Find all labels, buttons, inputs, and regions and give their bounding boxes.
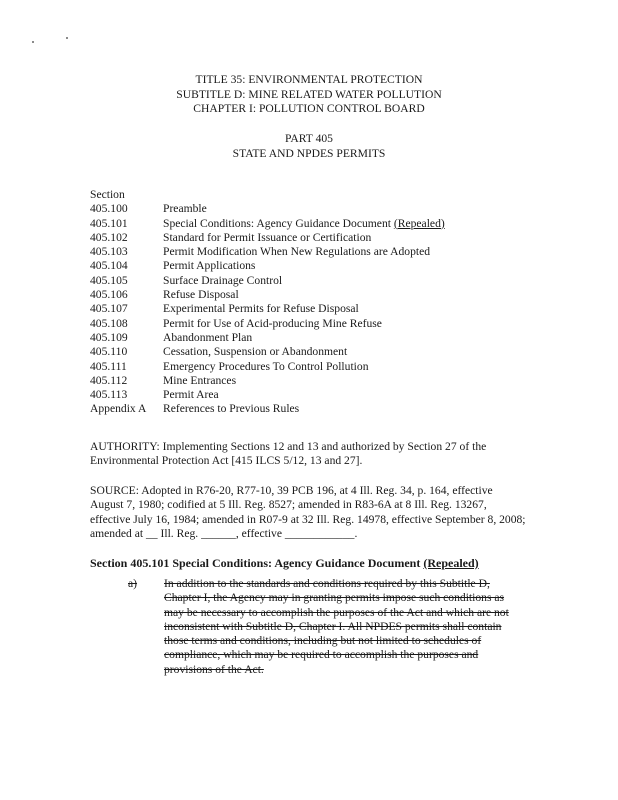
toc-section-title: Standard for Permit Issuance or Certification [163, 230, 372, 244]
toc-section-number: 405.108 [90, 316, 128, 330]
toc-section-number: 405.100 [90, 202, 128, 216]
part-name: STATE AND NPDES PERMITS [232, 146, 386, 160]
struck-line: those terms and conditions, including but not limited to schedules of [164, 634, 482, 648]
struck-line: inconsistent with Subtitle D, Chapter I. All NPDES permits shall contain [164, 619, 502, 633]
toc-section-number: 405.109 [90, 330, 128, 344]
scan-speck [66, 37, 68, 39]
document-header [0, 73, 618, 117]
toc-row [90, 245, 445, 259]
title-line: TITLE 35: ENVIRONMENTAL PROTECTION [195, 73, 423, 86]
toc-section-title: Permit Applications [163, 259, 256, 273]
authority-paragraph: AUTHORITY: Implementing Sections 12 and 13 and authorized by Section 27 of the Environmental Protection Act [415 ILCS 5/12, 13 and 27]. [90, 440, 487, 468]
toc-row [90, 288, 445, 302]
toc-section-title: Permit for Use of Acid-producing Mine Refuse [163, 316, 382, 330]
toc-section-title: Surface Drainage Control [163, 273, 283, 287]
toc-section-number: Appendix A [90, 402, 147, 416]
subtitle-line: SUBTITLE D: MINE RELATED WATER POLLUTION [176, 87, 442, 101]
struck-text-block [164, 577, 538, 677]
chapter-line: CHAPTER I: POLLUTION CONTROL BOARD [193, 102, 425, 115]
toc-section-title: Permit Area [163, 388, 219, 402]
toc-section-number: 405.106 [90, 288, 128, 302]
toc-row [90, 360, 445, 374]
toc-row [90, 374, 445, 388]
toc-row [90, 302, 445, 316]
toc-section-title: Refuse Disposal [163, 288, 239, 302]
toc-row [90, 402, 445, 416]
toc-row [90, 388, 445, 402]
struck-line: compliance, which may be required to accomplish the purposes and [164, 648, 479, 662]
struck-line: Chapter I, the Agency may in granting permits impose such conditions as [164, 591, 505, 605]
subsection-label: a) [128, 577, 138, 590]
toc-row [90, 317, 445, 331]
toc-row [90, 217, 445, 231]
toc-repealed-tag: (Repealed) [393, 216, 445, 230]
source-paragraph: SOURCE: Adopted in R76-20, R77-10, 39 PCB 196, at 4 Ill. Reg. 34, p. 164, effective August 7, 1980; codified at 5 Ill. Reg. 8527; amended in R83-6A at 8 Ill. Reg. 13267, effective July 16, 1984; amended in R07-9 at 32 Ill. Reg. 14978, effective September 8, 2008; amended at __ Ill. Reg. ______, effective ____________. [90, 484, 526, 540]
toc-section-title: References to Previous Rules [163, 402, 300, 416]
part-heading [0, 132, 618, 161]
toc-section-title-wrap [163, 217, 445, 231]
toc-section-title: Cessation, Suspension or Abandonment [163, 345, 348, 359]
toc-section-title: Special Conditions: Agency Guidance Document [163, 216, 391, 230]
struck-line: In addition to the standards and conditions required by this Subtitle D, [164, 577, 490, 590]
toc-section-number: 405.113 [90, 388, 128, 402]
toc-section-number: 405.112 [90, 373, 128, 387]
section-repealed-tag: (Repealed) [423, 556, 479, 570]
toc-section-title: Experimental Permits for Refuse Disposal [163, 302, 359, 316]
toc-section-number: 405.105 [90, 273, 128, 287]
toc-row [90, 331, 445, 345]
toc-row [90, 345, 445, 359]
toc-section-title: Permit Modification When New Regulations are Adopted [163, 245, 431, 259]
section-heading [90, 556, 479, 570]
struck-line: may be necessary to accomplish the purposes of the Act and which are not [164, 605, 509, 619]
section-heading-text: Section 405.101 Special Conditions: Agency Guidance Document [90, 556, 421, 570]
toc-row [90, 202, 445, 216]
toc-section-number: 405.107 [90, 302, 128, 316]
toc-row [90, 259, 445, 273]
toc-row [90, 231, 445, 245]
toc-heading: Section [90, 188, 125, 201]
toc-section-title: Abandonment Plan [163, 330, 253, 344]
toc-section-number: 405.101 [90, 216, 128, 230]
toc-section-number: 405.104 [90, 259, 128, 273]
struck-subsection [128, 577, 538, 677]
scan-speck [32, 41, 34, 43]
toc-section-number: 405.103 [90, 245, 128, 259]
toc-section-number: 405.102 [90, 230, 128, 244]
toc-section-title: Preamble [163, 202, 207, 216]
toc-section-number: 405.110 [90, 345, 128, 359]
toc-section-title: Mine Entrances [163, 373, 237, 387]
toc-section-number: 405.111 [90, 359, 127, 373]
toc-row [90, 274, 445, 288]
table-of-contents [90, 188, 445, 417]
part-number: PART 405 [285, 132, 333, 145]
struck-line: provisions of the Act. [164, 662, 264, 676]
toc-section-title: Emergency Procedures To Control Pollution [163, 359, 369, 373]
